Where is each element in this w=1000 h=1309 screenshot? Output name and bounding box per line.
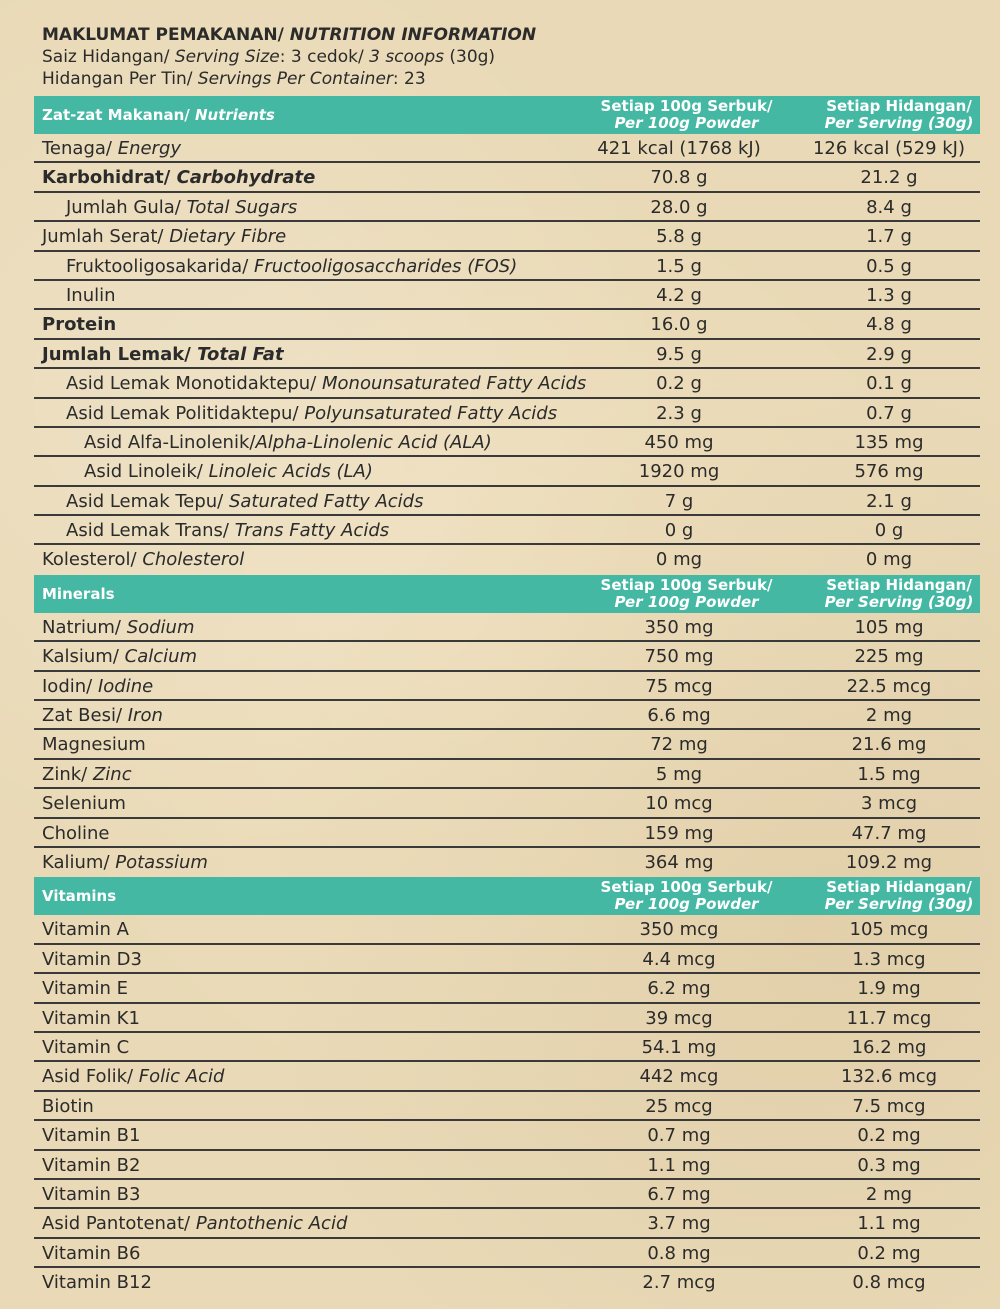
- table-row: [34, 1092, 980, 1121]
- table-row: [34, 399, 980, 428]
- nutrient-name: [42, 1033, 129, 1062]
- value-per-serving: 21.2 g: [860, 167, 918, 189]
- nutrient-name-ms: Fruktooligosakarida/: [66, 255, 254, 277]
- value-per-100g: 3.7 mg: [647, 1213, 711, 1235]
- nutrient-name: [66, 193, 297, 222]
- nutrition-header: [42, 24, 536, 90]
- value-per-serving: 47.7 mg: [851, 822, 927, 844]
- servings-per-container-value: : 23: [392, 69, 426, 89]
- servings-per-container-ms: Hidangan Per Tin/: [42, 69, 198, 89]
- nutrient-name-en: Cholesterol: [142, 549, 245, 571]
- value-per-100g: 75 mcg: [645, 675, 713, 697]
- nutrient-name: [42, 642, 197, 671]
- section-label-ms: Minerals: [42, 584, 115, 603]
- nutrient-name: [42, 1268, 152, 1297]
- nutrient-name-en: Trans Fatty Acids: [234, 520, 390, 542]
- per-100g-header-ms: Setiap 100g Serbuk/: [600, 575, 773, 594]
- nutrient-name: [42, 819, 109, 848]
- per-100g-header: [594, 577, 779, 611]
- value-per-serving: 7.5 mcg: [852, 1095, 926, 1117]
- per-serving-header: [804, 879, 994, 913]
- serving-size-grams: (30g): [443, 47, 496, 67]
- value-per-serving: 3 mcg: [860, 793, 918, 815]
- table-row: [34, 1268, 980, 1297]
- value-per-100g: 6.2 mg: [647, 978, 711, 1000]
- nutrient-name-ms: Natrium/: [42, 616, 127, 638]
- nutrient-name: [42, 1004, 140, 1033]
- nutrient-name-ms: Zink/: [42, 763, 93, 785]
- nutrient-name: [66, 487, 424, 516]
- nutrition-table: [34, 96, 980, 1297]
- table-row: [34, 760, 980, 789]
- table-row: [34, 974, 980, 1003]
- value-per-100g: 5.8 g: [656, 226, 702, 248]
- nutrient-name-en: Pantothenic Acid: [195, 1213, 348, 1235]
- nutrient-name-en: Sodium: [126, 616, 195, 638]
- value-per-serving: 0.2 mg: [857, 1242, 921, 1264]
- value-per-serving: 4.8 g: [866, 314, 912, 336]
- nutrient-name-ms: Asid Alfa-Linolenik/: [84, 431, 256, 453]
- table-row: [34, 457, 980, 486]
- value-per-100g: 450 mg: [644, 431, 714, 453]
- table-row: [34, 945, 980, 974]
- value-per-100g: 16.0 g: [650, 314, 708, 336]
- section-label: [42, 877, 116, 915]
- nutrient-name-en: Calcium: [124, 646, 198, 668]
- value-per-serving: 132.6 mcg: [840, 1066, 938, 1088]
- per-100g-header: [594, 98, 779, 132]
- per-100g-header-en: Per 100g Powder: [614, 114, 759, 132]
- nutrient-name-en: Polyunsaturated Fatty Acids: [304, 402, 558, 424]
- value-per-100g: 9.5 g: [656, 343, 702, 365]
- per-100g-header-en: Per 100g Powder: [614, 592, 759, 611]
- nutrient-name: [42, 1209, 347, 1238]
- value-per-serving: 1.1 mg: [857, 1213, 921, 1235]
- per-100g-header-ms: Setiap 100g Serbuk/: [600, 97, 773, 115]
- value-per-serving: 2.1 g: [866, 490, 912, 512]
- per-100g-header-en: Per 100g Powder: [614, 895, 759, 914]
- nutrient-name-en: Energy: [117, 138, 182, 159]
- nutrient-name-en: Total Fat: [197, 343, 284, 365]
- nutrient-name-en: Linoleic Acids (LA): [208, 461, 373, 483]
- nutrient-name-en: Dietary Fibre: [169, 226, 287, 248]
- value-per-serving: 0 g: [874, 520, 904, 542]
- value-per-100g: 1920 mg: [638, 461, 720, 483]
- value-per-100g: 0 mg: [655, 549, 703, 571]
- nutrient-name: [42, 672, 153, 701]
- nutrient-name-ms: Iodin/: [42, 675, 98, 697]
- nutrient-name: [42, 1239, 140, 1268]
- table-row: [34, 1180, 980, 1209]
- per-serving-header-ms: Setiap Hidangan/: [826, 878, 972, 897]
- value-per-100g: 10 mcg: [645, 793, 713, 815]
- servings-per-container: [42, 68, 536, 90]
- nutrient-name-ms: Choline: [42, 822, 110, 844]
- nutrient-name-ms: Vitamin C: [42, 1036, 130, 1058]
- nutrient-name-ms: Vitamin D3: [42, 948, 142, 970]
- nutrient-name: [42, 915, 129, 944]
- value-per-100g: 0 g: [664, 520, 694, 542]
- value-per-100g: 54.1 mg: [641, 1036, 717, 1058]
- value-per-serving: 0.1 g: [866, 373, 912, 395]
- table-row: [34, 1004, 980, 1033]
- nutrient-name-ms: Zat Besi/: [42, 705, 128, 727]
- value-per-100g: 2.7 mcg: [642, 1272, 716, 1294]
- nutrient-name-ms: Vitamin B3: [42, 1183, 141, 1205]
- nutrient-name-en: Folic Acid: [138, 1066, 225, 1088]
- serving-size-ms: Saiz Hidangan/: [42, 47, 175, 67]
- nutrient-name-ms: Asid Folik/: [42, 1066, 139, 1088]
- nutrient-name: [66, 369, 586, 398]
- table-row: [34, 281, 980, 310]
- nutrient-name-en: Potassium: [115, 851, 208, 873]
- value-per-100g: 72 mg: [650, 734, 708, 756]
- nutrient-name: [42, 134, 181, 163]
- nutrient-name-ms: Asid Lemak Monotidaktepu/: [66, 373, 322, 395]
- table-row: [34, 134, 980, 163]
- nutrient-name-ms: Asid Lemak Politidaktepu/: [66, 402, 305, 424]
- nutrient-name-en: Fructooligosaccharides (FOS): [254, 255, 518, 277]
- per-100g-header-ms: Setiap 100g Serbuk/: [600, 878, 773, 897]
- value-per-serving: 1.3 mcg: [852, 948, 926, 970]
- value-per-serving: 11.7 mcg: [846, 1007, 932, 1029]
- value-per-serving: 2 mg: [865, 1183, 913, 1205]
- nutrient-name: [84, 457, 373, 486]
- nutrient-name: [42, 1121, 140, 1150]
- nutrient-name: [42, 613, 195, 642]
- nutrient-name: [42, 974, 128, 1003]
- nutrient-name-ms: Magnesium: [42, 734, 146, 756]
- nutrient-name: [42, 545, 244, 574]
- per-serving-header-en: Per Serving (30g): [824, 592, 974, 611]
- table-row: [34, 848, 980, 877]
- nutrient-name: [42, 340, 284, 369]
- value-per-100g: 4.4 mcg: [642, 948, 716, 970]
- value-per-serving: 126 kcal (529 kJ): [812, 138, 965, 159]
- value-per-100g: 350 mcg: [639, 919, 719, 941]
- value-per-100g: 421 kcal (1768 kJ): [597, 138, 761, 159]
- nutrient-name-ms: Inulin: [66, 284, 116, 306]
- value-per-serving: 22.5 mcg: [846, 675, 932, 697]
- nutrient-name-ms: Asid Linoleik/: [84, 461, 209, 483]
- nutrient-name: [42, 848, 208, 877]
- table-row: [34, 1151, 980, 1180]
- nutrient-name: [42, 789, 126, 818]
- value-per-serving: 16.2 mg: [851, 1036, 927, 1058]
- table-row: [34, 369, 980, 398]
- value-per-serving: 1.9 mg: [857, 978, 921, 1000]
- section-header: [34, 877, 980, 915]
- table-row: [34, 1062, 980, 1091]
- nutrient-name: [84, 428, 492, 457]
- nutrient-name-ms: Tenaga/: [42, 138, 118, 159]
- value-per-serving: 0.2 mg: [857, 1125, 921, 1147]
- nutrient-name-ms: Asid Lemak Tepu/: [66, 490, 229, 512]
- nutrient-name: [66, 399, 557, 428]
- value-per-100g: 0.2 g: [656, 373, 702, 395]
- serving-size-scoops: 3 scoops: [369, 47, 444, 67]
- table-row: [34, 642, 980, 671]
- value-per-100g: 1.5 g: [656, 255, 702, 277]
- nutrient-name-en: Alpha-Linolenic Acid (ALA): [255, 431, 492, 453]
- nutrient-name-ms: Karbohidrat/: [42, 167, 177, 189]
- per-serving-header-ms: Setiap Hidangan/: [826, 97, 972, 115]
- value-per-serving: 0 mg: [865, 549, 913, 571]
- table-row: [34, 487, 980, 516]
- value-per-serving: 576 mg: [854, 461, 924, 483]
- per-100g-header: [594, 879, 779, 913]
- section-label: [42, 575, 115, 613]
- table-row: [34, 545, 980, 574]
- nutrient-name: [42, 730, 146, 759]
- table-row: [34, 310, 980, 339]
- value-per-serving: 2 mg: [865, 705, 913, 727]
- per-serving-header: [804, 98, 994, 132]
- nutrient-name: [42, 1062, 224, 1091]
- value-per-100g: 159 mg: [644, 822, 714, 844]
- table-row: [34, 516, 980, 545]
- nutrient-name: [42, 1092, 94, 1121]
- table-row: [34, 915, 980, 944]
- per-serving-header-ms: Setiap Hidangan/: [826, 575, 972, 594]
- nutrient-name-ms: Vitamin B2: [42, 1154, 141, 1176]
- per-serving-header-en: Per Serving (30g): [824, 895, 974, 914]
- nutrient-name: [66, 281, 116, 310]
- section-label-ms: Vitamins: [42, 887, 117, 906]
- title-ms: MAKLUMAT PEMAKANAN/: [42, 25, 290, 45]
- table-row: [34, 428, 980, 457]
- table-row: [34, 672, 980, 701]
- section-label-en: Nutrients: [194, 106, 275, 124]
- value-per-100g: 750 mg: [644, 646, 714, 668]
- section-label-ms: Zat-zat Makanan/: [42, 106, 195, 124]
- nutrient-name-ms: Vitamin E: [42, 978, 129, 1000]
- nutrient-name-ms: Vitamin B12: [42, 1272, 152, 1294]
- nutrient-name-en: Carbohydrate: [176, 167, 316, 189]
- value-per-serving: 0.5 g: [866, 255, 912, 277]
- nutrient-name: [66, 516, 389, 545]
- table-row: [34, 613, 980, 642]
- value-per-serving: 225 mg: [854, 646, 924, 668]
- nutrient-name-ms: Kalium/: [42, 851, 116, 873]
- per-serving-header-en: Per Serving (30g): [824, 114, 974, 132]
- value-per-serving: 8.4 g: [866, 196, 912, 218]
- value-per-serving: 1.7 g: [866, 226, 912, 248]
- value-per-serving: 0.7 g: [866, 402, 912, 424]
- nutrient-name-en: Iodine: [97, 675, 154, 697]
- nutrient-name-ms: Asid Lemak Trans/: [66, 520, 235, 542]
- nutrient-name-ms: Jumlah Gula/: [66, 196, 187, 218]
- value-per-100g: 25 mcg: [645, 1095, 713, 1117]
- nutrient-name-ms: Kalsium/: [42, 646, 125, 668]
- value-per-serving: 1.5 mg: [857, 763, 921, 785]
- value-per-100g: 4.2 g: [656, 284, 702, 306]
- value-per-100g: 2.3 g: [656, 402, 702, 424]
- nutrient-name-en: Total Sugars: [186, 196, 298, 218]
- nutrient-name-en: Iron: [127, 705, 163, 727]
- table-row: [34, 1209, 980, 1238]
- value-per-100g: 442 mcg: [639, 1066, 719, 1088]
- nutrient-name-ms: Vitamin B1: [42, 1125, 141, 1147]
- value-per-serving: 2.9 g: [866, 343, 912, 365]
- nutrient-name: [42, 701, 163, 730]
- value-per-serving: 135 mg: [854, 431, 924, 453]
- value-per-serving: 105 mg: [854, 616, 924, 638]
- table-row: [34, 819, 980, 848]
- table-row: [34, 340, 980, 369]
- table-row: [34, 789, 980, 818]
- value-per-serving: 0.8 mcg: [852, 1272, 926, 1294]
- nutrient-name-en: Saturated Fatty Acids: [228, 490, 424, 512]
- serving-size-en: Serving Size: [174, 47, 280, 67]
- table-row: [34, 1239, 980, 1268]
- value-per-serving: 1.3 g: [866, 284, 912, 306]
- nutrient-name-ms: Selenium: [42, 793, 126, 815]
- value-per-100g: 6.6 mg: [647, 705, 711, 727]
- nutrient-name-en: Monounsaturated Fatty Acids: [322, 373, 587, 395]
- value-per-100g: 28.0 g: [650, 196, 708, 218]
- value-per-100g: 7 g: [664, 490, 694, 512]
- value-per-100g: 6.7 mg: [647, 1183, 711, 1205]
- nutrient-name-ms: Jumlah Serat/: [42, 226, 170, 248]
- nutrient-name: [42, 1151, 140, 1180]
- value-per-100g: 364 mg: [644, 851, 714, 873]
- nutrient-name: [42, 760, 132, 789]
- table-row: [34, 163, 980, 192]
- serving-size-value: : 3 cedok/: [279, 47, 370, 67]
- value-per-100g: 5 mg: [655, 763, 703, 785]
- nutrient-name-ms: Protein: [42, 314, 117, 336]
- nutrient-name: [42, 310, 116, 339]
- servings-per-container-en: Servings Per Container: [197, 69, 393, 89]
- value-per-serving: 0.3 mg: [857, 1154, 921, 1176]
- table-row: [34, 222, 980, 251]
- value-per-100g: 0.7 mg: [647, 1125, 711, 1147]
- nutrient-name: [42, 163, 315, 192]
- nutrient-name-ms: Jumlah Lemak/: [42, 343, 198, 365]
- nutrient-name: [42, 222, 286, 251]
- per-serving-header: [804, 577, 994, 611]
- value-per-100g: 0.8 mg: [647, 1242, 711, 1264]
- nutrient-name-en: Zinc: [92, 763, 132, 785]
- value-per-100g: 70.8 g: [650, 167, 708, 189]
- value-per-100g: 350 mg: [644, 616, 714, 638]
- nutrient-name: [42, 945, 142, 974]
- nutrient-name-ms: Vitamin B6: [42, 1242, 141, 1264]
- table-row: [34, 1121, 980, 1150]
- table-row: [34, 193, 980, 222]
- section-label: [42, 96, 275, 134]
- section-header: [34, 96, 980, 134]
- nutrient-name: [66, 252, 517, 281]
- table-row: [34, 1033, 980, 1062]
- table-row: [34, 730, 980, 759]
- value-per-serving: 105 mcg: [849, 919, 929, 941]
- nutrient-name-ms: Vitamin A: [42, 919, 129, 941]
- nutrition-title: [42, 24, 536, 46]
- value-per-serving: 21.6 mg: [851, 734, 927, 756]
- value-per-serving: 109.2 mg: [845, 851, 933, 873]
- table-row: [34, 252, 980, 281]
- table-row: [34, 701, 980, 730]
- nutrient-name: [42, 1180, 140, 1209]
- nutrient-name-ms: Kolesterol/: [42, 549, 143, 571]
- section-header: [34, 575, 980, 613]
- value-per-100g: 39 mcg: [645, 1007, 713, 1029]
- nutrient-name-ms: Asid Pantotenat/: [42, 1213, 196, 1235]
- title-en: NUTRITION INFORMATION: [289, 25, 537, 45]
- nutrient-name-ms: Vitamin K1: [42, 1007, 140, 1029]
- nutrient-name-ms: Biotin: [42, 1095, 94, 1117]
- serving-size: [42, 46, 536, 68]
- value-per-100g: 1.1 mg: [647, 1154, 711, 1176]
